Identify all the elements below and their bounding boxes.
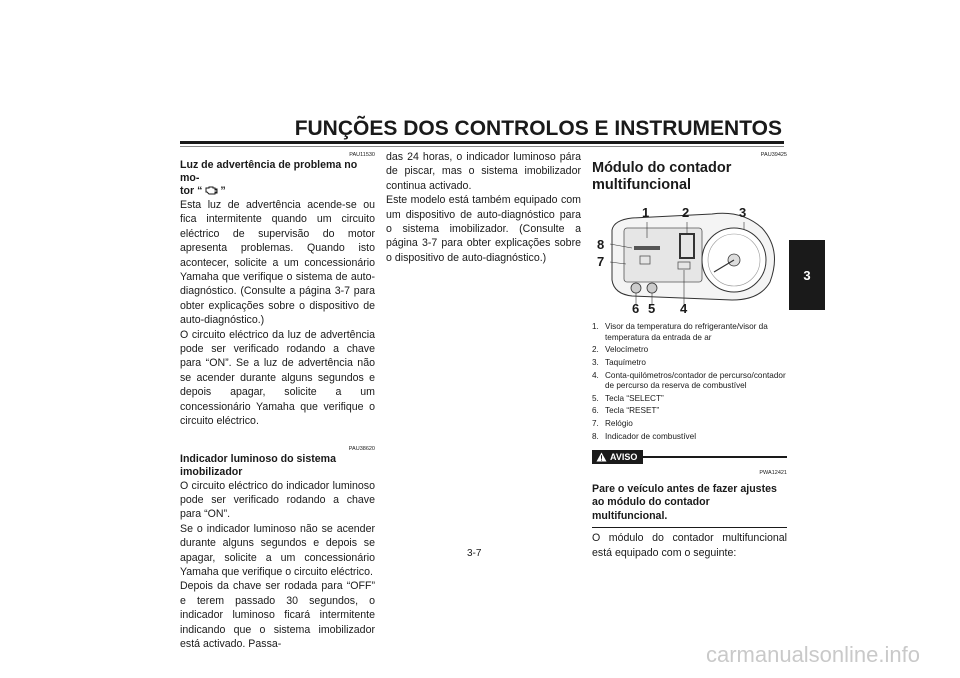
header-rule-thin — [180, 146, 784, 147]
callout-5: 5 — [648, 301, 656, 316]
heading-line: Luz de advertência de problema no mo- — [180, 159, 358, 184]
legend-item: 8. Indicador de combustível — [592, 431, 697, 441]
paragraph: O circuito eléctrico da luz de advertência pode ser verificado rodando a chave para “ON”. Se a luz de advertência não se acender durante alguns segundos e depois apagar, solicite a um concessionário Yamaha que verifique o circuito eléctrico. — [180, 328, 375, 428]
heading-prefix: tor “ — [180, 185, 203, 197]
legend-item: 5. Tecla “SELECT” — [592, 393, 664, 403]
legend-item: 7. Relógio — [592, 419, 633, 429]
paragraph: Depois da chave ser rodada para “OFF” e terem passado 30 segundos, o indicador luminoso ficará intermitente indicando que o sistema imobilizador está activado. Passa- — [180, 580, 375, 650]
paragraph: O módulo do contador multifuncional está equipado com o seguinte: — [592, 532, 787, 559]
callout-7: 7 — [597, 254, 605, 269]
legend-item: 1. Visor da temperatura do refrigerante/visor da temperatura da entrada de ar — [592, 322, 768, 342]
header-rule — [180, 141, 784, 144]
warning-rule — [592, 527, 787, 528]
legend-item: 4. Conta-quilómetros/contador de percurso/contador de percurso da reserva de combustível — [592, 370, 786, 391]
paragraph: O circuito eléctrico do indicador luminoso pode ser verificado rodando a chave para “ON”. — [180, 479, 375, 521]
heading-suffix: ” — [220, 185, 226, 197]
warning-triangle-icon — [596, 452, 607, 462]
right-column — [592, 150, 787, 560]
section-code: PAU38620 — [348, 445, 375, 452]
engine-warning-heading — [180, 159, 375, 198]
instrument-panel-figure — [592, 200, 787, 318]
left-column — [180, 150, 375, 651]
instrument-panel-illustration — [592, 200, 787, 318]
chapter-tab[interactable]: 3 — [789, 240, 825, 310]
callout-1: 1 — [642, 205, 650, 220]
watermark: carmanualsonline.info — [705, 642, 920, 667]
callout-3: 3 — [739, 205, 747, 220]
warning-code: PWA12421 — [759, 470, 787, 477]
callout-2: 2 — [682, 205, 690, 220]
legend-item: 6. Tecla “RESET” — [592, 406, 660, 416]
section-code: PAU39425 — [760, 152, 787, 158]
page-number: 3-7 — [467, 548, 482, 559]
callout-6: 6 — [632, 301, 640, 316]
section-title: Módulo do contador multifuncional — [592, 160, 732, 193]
legend-item: 2. Velocímetro — [592, 345, 649, 355]
warning-header — [592, 450, 787, 464]
callout-4: 4 — [680, 301, 688, 316]
paragraph: Este modelo está também equipado com um dispositivo de auto-diagnóstico para o sistema imobilizador. (Consulte a página 3-7 para obter explicações sobre o dispositivo de auto-diagnóstico.) — [386, 194, 581, 264]
figure-legend — [592, 322, 787, 442]
middle-column — [386, 150, 581, 265]
paragraph: das 24 horas, o indicador luminoso pára de piscar, mas o sistema imobilizador continua activado. — [386, 151, 581, 192]
section-code: PAU11530 — [349, 152, 375, 158]
header-title: FUNÇÕES DOS CONTROLOS E INSTRUMENTOS — [294, 117, 782, 140]
immobilizer-heading: Indicador luminoso do sistema imobilizador — [180, 452, 336, 478]
paragraph: Se o indicador luminoso não se acender durante alguns segundos e depois se apagar, solicite a um concessionário Yamaha que verifique o circuito eléctrico. — [180, 522, 375, 578]
warning-badge: AVISO — [592, 450, 643, 464]
paragraph: Esta luz de advertência acende-se ou fica intermitente quando um circuito eléctrico de supervisão do motor apresenta problemas. Quando isto acontecer, solicite a um concessionário Yamaha que verifique o sistema de auto-diagnóstico. (Consulte a página 3-7 para obter explicações sobre o dispositivo de auto-diagnóstico.) — [180, 199, 375, 327]
legend-item: 3. Taquímetro — [592, 357, 646, 367]
engine-check-icon — [204, 186, 218, 195]
warning-text: Pare o veículo antes de fazer ajustes ao módulo do contador multifuncional. — [592, 482, 777, 522]
callout-8: 8 — [597, 237, 605, 252]
